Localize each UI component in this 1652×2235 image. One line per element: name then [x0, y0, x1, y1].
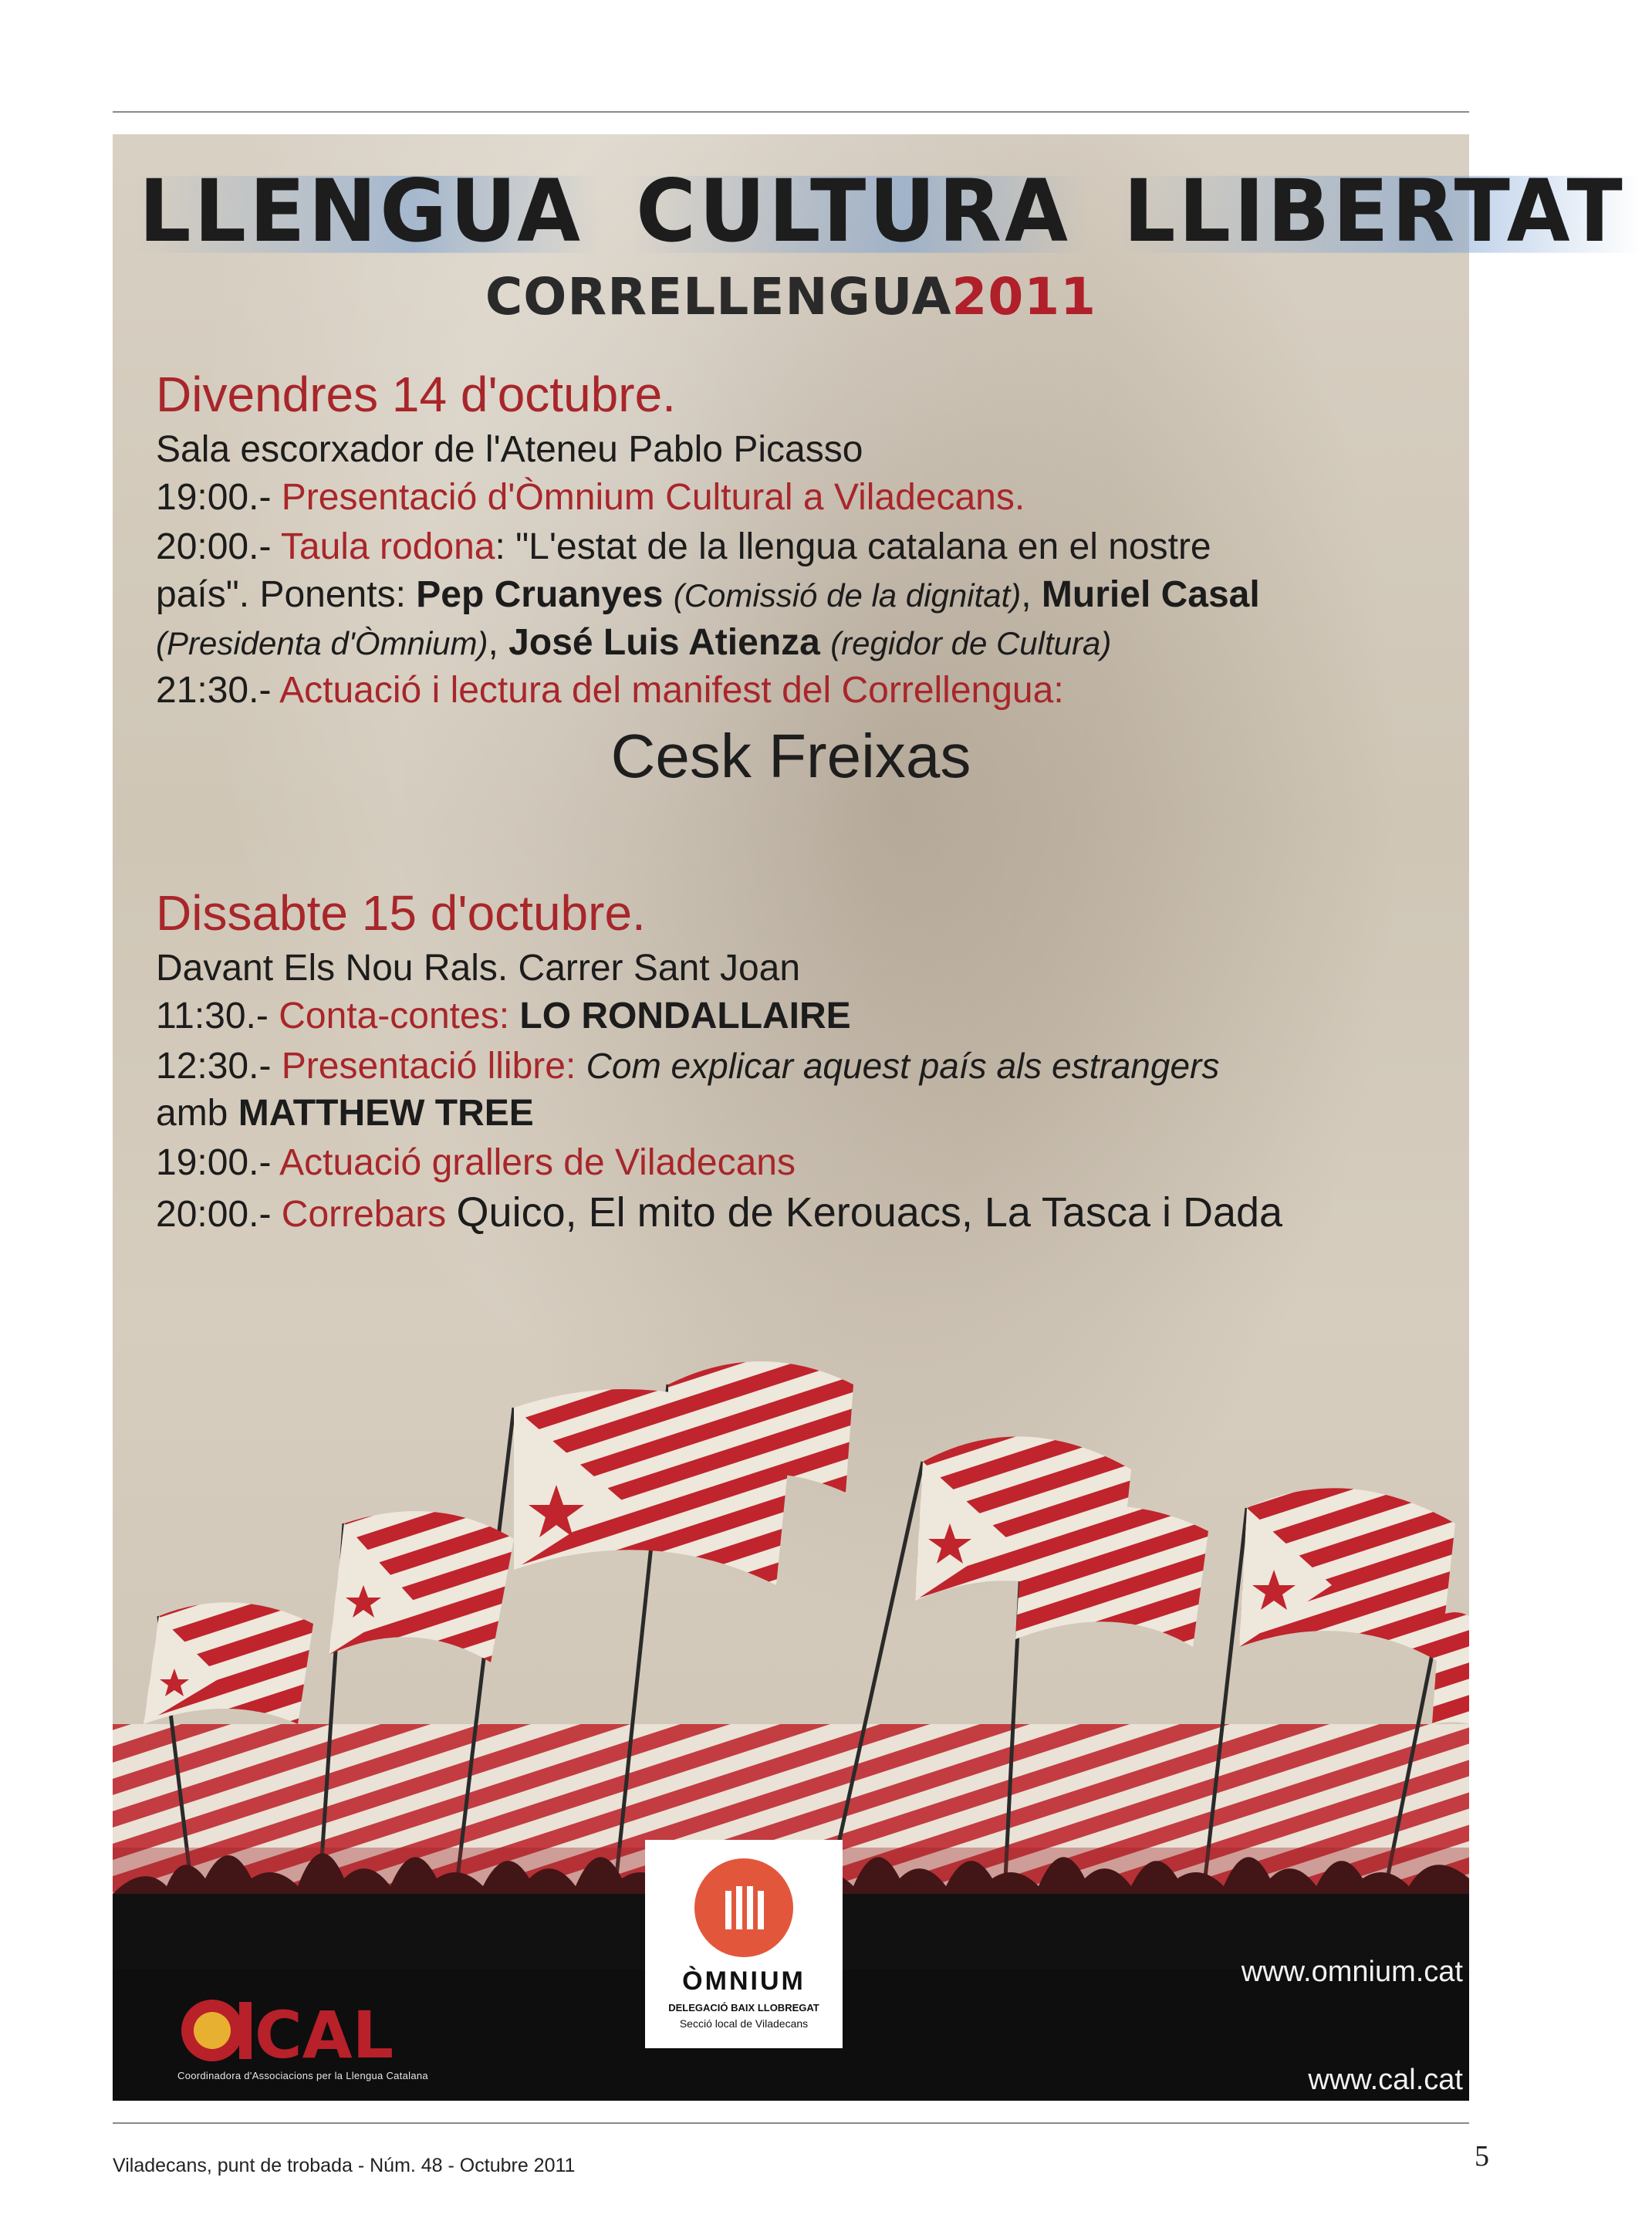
performer-name: LO RONDALLAIRE	[519, 996, 851, 1036]
event-title: Correbars	[281, 1194, 447, 1235]
event-title: Presentació llibre:	[281, 1046, 576, 1087]
with-label: amb	[156, 1093, 228, 1134]
speaker-role: (Presidenta d'Òmnium)	[156, 625, 488, 661]
day2-event-4	[156, 1189, 1282, 1239]
speaker-role: (Comissió de la dignitat)	[673, 577, 1022, 614]
event-title: Actuació i lectura del manifest del Correllengua:	[279, 670, 1064, 711]
cal-logo	[177, 1996, 540, 2073]
event-time: 21:30.-	[156, 670, 272, 711]
speaker-name: Pep Cruanyes	[416, 574, 664, 615]
columns-icon	[725, 1886, 764, 1929]
correllengua-title	[113, 267, 1469, 326]
speaker-role: (regidor de Cultura)	[830, 625, 1112, 661]
day2-event-2	[156, 1042, 1219, 1090]
event-title: Conta-contes:	[279, 996, 510, 1036]
day1-speakers-line: país". Ponents: Pep Cruanyes (Comissió de la dignitat), Muriel Casal	[156, 574, 1260, 615]
omnium-logo-box	[645, 1840, 843, 2048]
event-time: 19:00.-	[156, 477, 272, 518]
headline-artist: Cesk Freixas	[610, 722, 971, 790]
author-name: MATTHEW TREE	[238, 1093, 534, 1134]
event-time: 11:30.-	[156, 996, 269, 1036]
day1-venue: Sala escorxador de l'Ateneu Pablo Picasso	[156, 429, 863, 470]
event-time: 19:00.-	[156, 1142, 272, 1183]
masthead-word: LLIBERTAT	[1123, 161, 1626, 262]
speakers-label: país". Ponents:	[156, 574, 417, 615]
event-time: 20:00.-	[156, 1194, 272, 1235]
page-number: 5	[1475, 2140, 1489, 2172]
event-title: Taula rodona	[280, 526, 495, 567]
day1-event-2	[156, 523, 1211, 571]
correllengua-poster	[113, 134, 1626, 2101]
day1-event-3	[156, 667, 1064, 715]
omnium-delegation: DELEGACIÓ BAIX LLOBREGAT	[668, 2002, 819, 2014]
poster-masthead	[113, 161, 1626, 262]
day1-speakers-line-2: (Presidenta d'Òmnium), José Luis Atienza (regidor de Cultura)	[156, 622, 1112, 663]
day1-event-1	[156, 474, 1025, 522]
book-title: Com explicar aquest país als estrangers	[586, 1046, 1220, 1086]
day2-event-3	[156, 1139, 796, 1187]
omnium-emblem-icon	[694, 1858, 793, 1957]
omnium-url: www.omnium.cat	[1241, 1956, 1463, 1988]
day2-heading: Dissabte 15 d'octubre.	[156, 885, 646, 941]
event-time: 20:00.-	[156, 526, 272, 567]
day2-event-2-author	[156, 1090, 534, 1138]
bottom-rule	[113, 2122, 1469, 2124]
event-title: Actuació grallers de Viladecans	[279, 1142, 796, 1183]
speaker-name: José Luis Atienza	[508, 622, 820, 663]
event-time: 12:30.-	[156, 1046, 272, 1087]
top-rule	[113, 111, 1469, 113]
omnium-section: Secció local de Viladecans	[679, 2017, 809, 2030]
day1-heading: Divendres 14 d'octubre.	[156, 367, 676, 422]
masthead-word: CULTURA	[636, 161, 1071, 262]
publication-footer: Viladecans, punt de trobada - Núm. 48 - Octubre 2011	[113, 2155, 576, 2176]
cal-url: www.cal.cat	[1308, 2064, 1463, 2096]
omnium-name: ÒMNIUM	[682, 1966, 806, 1996]
brand-year: 2011	[951, 267, 1097, 326]
brand-name: CORRELLENGUA	[485, 267, 952, 326]
cal-tagline: Coordinadora d'Associacions per la Llengua Catalana	[177, 2070, 428, 2081]
day2-venue: Davant Els Nou Rals. Carrer Sant Joan	[156, 948, 801, 989]
day2-event-1	[156, 992, 851, 1040]
event-description: : "L'estat de la llengua catalana en el nostre	[495, 526, 1211, 567]
masthead-word: LLENGUA	[139, 161, 584, 262]
bands-list: Quico, El mito de Kerouacs, La Tasca i Dada	[456, 1189, 1283, 1236]
event-title: Presentació d'Òmnium Cultural a Viladecans.	[281, 477, 1025, 518]
cal-logo-text: CAL	[255, 1997, 394, 2073]
speaker-name: Muriel Casal	[1041, 574, 1260, 615]
